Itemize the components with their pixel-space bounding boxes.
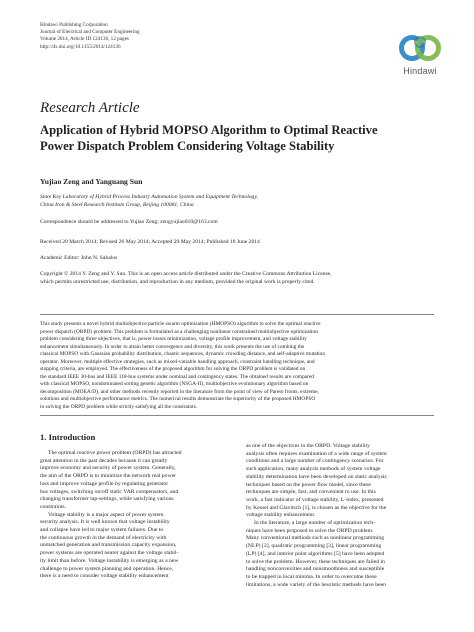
body-line: to be trapped in local minima. In order to overcome these [246,573,377,580]
body-line: work, a fast indicator of voltage stability, L-index, presented [246,496,384,503]
abstract-line: solutions and multiobjective performance metrics. The numerical results demonstrate the superiority of the proposed HMOPSO [40,396,316,402]
article-title [40,122,440,154]
body-line: techniques based on the power flow model, since these [246,481,371,488]
abstract-top-rule [40,314,434,315]
abstract-line: problem considering three objectives, that is, power losses minimization, voltage profile improvement, and voltage stability [40,336,307,342]
body-line: limitations, a wide variety of the heuristic methods have been [246,581,386,588]
body-line: analysis often requires examination of a wide range of system [246,450,387,457]
logo-text: Hindawi [403,66,437,76]
body-line: as one of the objectives in the ORPD. Voltage stability [246,443,370,449]
abstract-line: enhancement simultaneously. In order to attain better convergence and diversity, this work presents the use of combing the [40,343,305,350]
body-line: unmatched generation and transmission capacity expansion, [40,542,177,549]
correspondence: Correspondence should be addressed to Yujiao Zeng; zengyujiao010@163.com [40,219,218,225]
body-line: voltage stability enhancement. [246,512,316,519]
body-line: great attention in the past decades because it can greatly [40,457,168,464]
body-line: Voltage stability is a major aspect of power system [48,511,164,518]
abstract-line: the standard IEEE 30-bus and IEEE 118-bus systems under nominal and contingency states. The obtained results are compared [40,373,314,380]
copyright [40,270,332,286]
body-line: the aim of the ORPD is to minimize the network real power [40,473,176,480]
body-line: (NLP) [2], quadratic programming [3], linear programming [246,543,382,550]
journal-name-line: Journal of Electrical and Computer Engineering [40,29,140,36]
body-column-right [246,443,434,589]
body-line: there is a need to consider voltage stability enhancement [40,573,169,580]
affiliation [40,193,258,209]
doi-link[interactable]: http://dx.doi.org/10.1155/2014/124136 [40,43,121,50]
abstract-line: power dispatch (ORPD) problem. This problem is formulated as a challenging nonlinear constrained multiobjective optimization [40,328,318,335]
body-line: power systems are operated nearer against the voltage stabil- [40,550,179,557]
section-heading-introduction: 1. Introduction [40,432,96,442]
body-line: techniques are simple, fast, and convenient to use. In this [246,489,376,496]
affiliation-line: State Key Laboratory of Hybrid Process Industry Automation System and Equipment Technology, [40,194,258,200]
body-line: ity limit than before. Voltage instability is emerging as a new [40,557,179,564]
hindawi-rings-icon [398,30,442,66]
body-line: niques have been proposed to solve the ORPD problem. [246,527,374,534]
body-line: conditions and a large number of contingency scenarios. For [246,458,384,465]
academic-editor: Academic Editor: John N. Sahalos [40,255,118,261]
hindawi-logo [390,30,450,78]
title-line: Application of Hybrid MOPSO Algorithm to Optimal Reactive [40,123,378,137]
body-line: handling nonconvexities and nonsmoothness and susceptible [246,566,385,573]
copyright-line: Copyright © 2014 Y. Zeng and Y. Sun. This is an open access article distributed under the Creative Commons Attribution License, [40,271,332,277]
body-line: (LP) [4], and interior point algorithms [5] have been adopted [246,550,385,557]
abstract-line: stopping criteria, are employed. The effectiveness of the proposed algorithm for solving the ORPD problem is validated on [40,366,306,372]
body-line: challenge to power system planning and operation. Hence, [40,565,174,572]
body-column-left [40,450,228,581]
body-line: The optimal reactive power problem (ORPD) has attracted [48,450,182,456]
body-line: constraints. [40,503,67,510]
abstract-line: decomposition (MOEA/D), and other methods recently reported in the literature from the point of view of Pareto fronts, extreme, [40,388,319,395]
article-type: Research Article [40,100,140,116]
copyright-line: which permits unrestricted use, distribution, and reproduction in any medium, provided the original work is properly cited. [40,279,315,285]
body-line: to solve the problem. However, these techniques are failed in [246,558,385,565]
affiliation-line: China Iron & Steel Research Institute Group, Beijing 100081, China [40,202,194,208]
abstract-bottom-rule [40,415,434,416]
authors: Yujiao Zeng and Yanguang Sun [40,177,143,186]
body-line: stability determination have been developed on static analysis [246,473,387,480]
body-line: such application, many analysis methods of system voltage [246,466,381,473]
abstract-line: with classical MOPSO, nondominated sorting genetic algorithm (NSGA-II), multiobjective evolutionary algorithm based on [40,381,309,387]
body-line: and collapse have led to major system failures. Due to [40,527,164,534]
abstract-line: operator. Moreover, multiple effective strategies, such as mixed-variable handling approach, constraint handling technique, and [40,358,315,365]
body-line: security analysis. It is well known that voltage instability [40,519,170,526]
dates: Received 20 March 2014; Revised 26 May 2014; Accepted 29 May 2014; Published 18 June 2014 [40,239,260,245]
abstract-line: in solving the ORPD problem while strictly satisfying all the constraints. [40,403,198,410]
body-line: In the literature, a large number of optimization tech- [254,520,376,527]
body-line: improve economy and security of power system. Generally, [40,465,176,472]
title-line: Power Dispatch Problem Considering Voltage Stability [40,139,335,153]
volume-line: Volume 2014, Article ID 124136, 12 pages [40,36,129,43]
body-line: bus voltages, switching on/off static VAR compensators, and [40,488,179,495]
journal-header [40,22,140,51]
body-line: Many conventional methods such as nonlinear programming [246,535,385,542]
abstract-line: classical MOPSO with Gaussian probability distribution, chaotic sequences, dynamic crowding distance, and self-adaptive mutation [40,351,326,357]
body-line: by Kessel and Glavitsch [1], is chosen as the objective for the [246,504,387,511]
body-line: loss and improve voltage profile by regulating generator [40,480,169,487]
body-line: changing transformer tap-settings, while satisfying various [40,496,174,503]
abstract-line: This study presents a novel hybrid multiobjective particle swarm optimization (HMOPSO) algorithm to solve the optimal reactive [40,321,321,327]
body-line: the continuous growth in the demand of electricity with [40,534,167,541]
publisher-line: Hindawi Publishing Corporation [40,22,108,28]
abstract [40,321,434,411]
